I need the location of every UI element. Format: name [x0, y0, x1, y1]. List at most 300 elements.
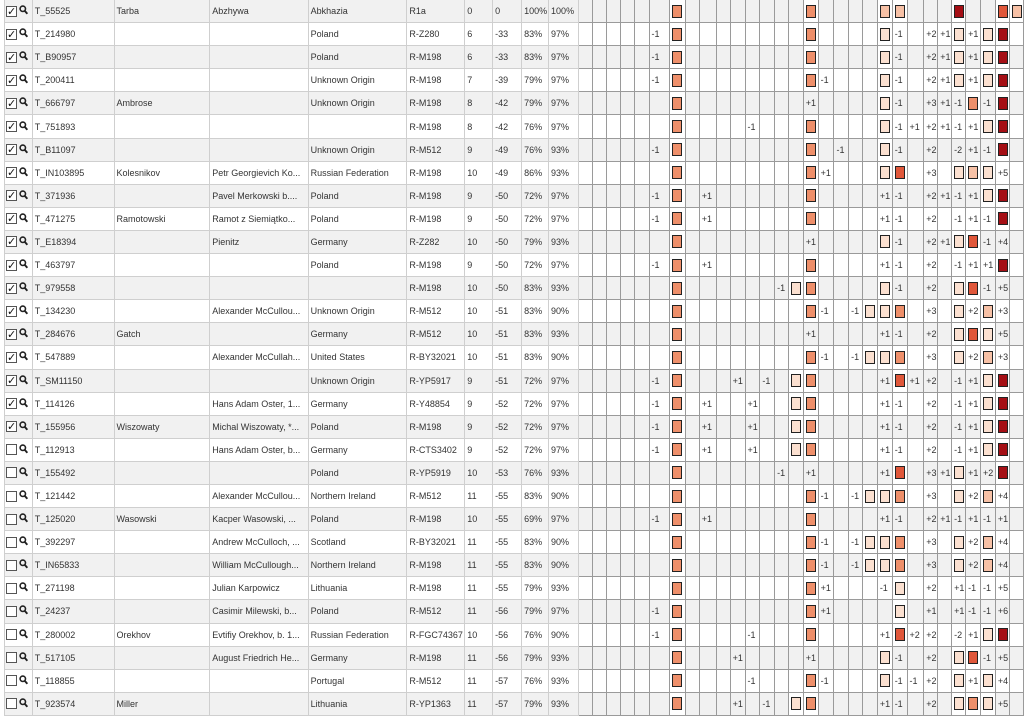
- row-checkbox[interactable]: ✓: [7, 144, 17, 157]
- marker-diff-cell: +1: [966, 623, 981, 646]
- surname: [114, 230, 210, 253]
- marker-color-cell: [788, 692, 803, 715]
- score: -55: [493, 554, 522, 577]
- table-row[interactable]: [5, 184, 1024, 207]
- marker-diff-cell: [760, 161, 775, 184]
- marker-color-cell: [892, 0, 907, 23]
- table-row[interactable]: [5, 415, 1024, 438]
- row-select-cell: [5, 392, 33, 415]
- marker-diff-cell: +2: [966, 300, 981, 323]
- haplogroup: R-M198: [407, 207, 465, 230]
- marker-diff-cell: [760, 254, 775, 277]
- marker-diff-cell: [578, 69, 592, 92]
- magnifier-icon[interactable]: [19, 28, 28, 40]
- marker-diff-cell: +2: [924, 230, 938, 253]
- marker-diff-cell: [745, 692, 760, 715]
- magnifier-icon[interactable]: [19, 259, 28, 271]
- marker-color-square: [968, 282, 978, 295]
- ancestor: [210, 277, 308, 300]
- row-checkbox[interactable]: ✓: [7, 74, 17, 87]
- marker-diff-cell: [788, 669, 803, 692]
- row-checkbox[interactable]: [6, 698, 17, 709]
- marker-diff-cell: [621, 254, 635, 277]
- marker-diff-cell: [849, 692, 863, 715]
- marker-diff-cell: [775, 0, 789, 23]
- percent-match-1: 79%: [522, 646, 549, 669]
- row-checkbox[interactable]: [6, 491, 17, 502]
- marker-diff-cell: [635, 254, 649, 277]
- percent-match-2: 97%: [549, 69, 579, 92]
- table-row[interactable]: [5, 508, 1024, 531]
- marker-color-square: [880, 120, 890, 133]
- marker-diff-cell: [980, 0, 995, 23]
- kit-id: T_284676: [32, 323, 114, 346]
- marker-diff-cell: [592, 600, 606, 623]
- magnifier-icon[interactable]: [19, 675, 28, 687]
- marker-diff-cell: [592, 115, 606, 138]
- marker-color-cell: [892, 577, 907, 600]
- haplogroup: R-Y48854: [407, 392, 465, 415]
- row-checkbox[interactable]: [6, 583, 17, 594]
- table-row[interactable]: [5, 69, 1024, 92]
- surname: [114, 346, 210, 369]
- marker-diff-cell: [699, 323, 716, 346]
- marker-color-cell: [803, 300, 818, 323]
- marker-diff-cell: [699, 692, 716, 715]
- table-row[interactable]: [5, 230, 1024, 253]
- marker-diff-cell: [1009, 254, 1023, 277]
- percent-match-1: 72%: [522, 438, 549, 461]
- origin: Germany: [308, 438, 407, 461]
- row-checkbox[interactable]: ✓: [7, 213, 17, 226]
- marker-diff-cell: +1: [730, 369, 745, 392]
- magnifier-icon[interactable]: [19, 444, 28, 456]
- row-checkbox[interactable]: ✓: [7, 121, 17, 134]
- marker-color-square: [983, 697, 993, 710]
- marker-diff-cell: [966, 0, 981, 23]
- marker-color-square: [954, 559, 964, 572]
- marker-diff-cell: [607, 508, 621, 531]
- row-checkbox[interactable]: [6, 629, 17, 640]
- marker-diff-cell: +5: [995, 577, 1009, 600]
- percent-match-2: 93%: [549, 646, 579, 669]
- percent-match-2: 97%: [549, 369, 579, 392]
- magnifier-icon[interactable]: [19, 74, 28, 86]
- table-row[interactable]: [5, 207, 1024, 230]
- origin: Unknown Origin: [308, 369, 407, 392]
- haplogroup: R-M512: [407, 323, 465, 346]
- magnifier-icon[interactable]: [19, 97, 28, 109]
- row-checkbox[interactable]: ✓: [7, 28, 17, 41]
- percent-match-1: 83%: [522, 554, 549, 577]
- percent-match-2: 97%: [549, 415, 579, 438]
- marker-color-square: [895, 5, 905, 18]
- marker-color-cell: [980, 554, 995, 577]
- marker-diff-cell: +1: [877, 508, 892, 531]
- magnifier-icon[interactable]: [19, 629, 28, 641]
- marker-diff-cell: +1: [952, 600, 966, 623]
- marker-diff-cell: -1: [745, 115, 760, 138]
- marker-color-square: [672, 513, 682, 526]
- row-select-cell: [5, 161, 33, 184]
- marker-diff-cell: [1009, 92, 1023, 115]
- percent-match-1: 69%: [522, 508, 549, 531]
- marker-diff-cell: [862, 277, 877, 300]
- marker-color-square: [998, 420, 1008, 433]
- marker-diff-cell: [578, 323, 592, 346]
- marker-color-square: [895, 351, 905, 364]
- score: -57: [493, 669, 522, 692]
- marker-diff-cell: [592, 23, 606, 46]
- marker-diff-cell: [578, 46, 592, 69]
- table-row[interactable]: [5, 277, 1024, 300]
- percent-match-2: 97%: [549, 92, 579, 115]
- marker-diff-cell: +1: [952, 577, 966, 600]
- table-row[interactable]: [5, 623, 1024, 646]
- marker-diff-cell: [788, 92, 803, 115]
- marker-color-square: [983, 166, 993, 179]
- ancestor: Pavel Merkowski b....: [210, 184, 308, 207]
- table-row[interactable]: [5, 92, 1024, 115]
- marker-color-cell: [995, 415, 1009, 438]
- marker-color-cell: [669, 369, 685, 392]
- marker-diff-cell: [760, 600, 775, 623]
- magnifier-icon[interactable]: [19, 213, 28, 225]
- origin: [308, 277, 407, 300]
- marker-diff-cell: [760, 531, 775, 554]
- magnifier-icon[interactable]: [19, 490, 28, 502]
- table-row[interactable]: [5, 554, 1024, 577]
- row-checkbox[interactable]: ✓: [7, 190, 17, 203]
- table-row[interactable]: [5, 484, 1024, 507]
- kit-id: T_114126: [32, 392, 114, 415]
- magnifier-icon[interactable]: [19, 328, 28, 340]
- marker-color-cell: [788, 392, 803, 415]
- marker-color-square: [806, 259, 816, 272]
- marker-diff-cell: [592, 438, 606, 461]
- marker-diff-cell: [635, 392, 649, 415]
- table-row[interactable]: [5, 369, 1024, 392]
- table-row[interactable]: [5, 669, 1024, 692]
- marker-diff-cell: [834, 692, 849, 715]
- marker-diff-cell: [592, 531, 606, 554]
- table-row[interactable]: [5, 531, 1024, 554]
- table-row[interactable]: [5, 300, 1024, 323]
- marker-color-cell: [966, 230, 981, 253]
- magnifier-icon[interactable]: [19, 167, 28, 179]
- row-checkbox[interactable]: [6, 467, 17, 478]
- marker-color-cell: [877, 23, 892, 46]
- marker-diff-cell: -1: [892, 254, 907, 277]
- marker-diff-cell: [788, 508, 803, 531]
- origin: Portugal: [308, 669, 407, 692]
- marker-diff-cell: [849, 184, 863, 207]
- marker-color-square: [880, 51, 890, 64]
- marker-diff-cell: +1: [818, 577, 834, 600]
- surname: Miller: [114, 692, 210, 715]
- magnifier-icon[interactable]: [19, 121, 28, 133]
- marker-diff-cell: [788, 600, 803, 623]
- genetic-distance: 9: [465, 415, 493, 438]
- marker-color-square: [983, 28, 993, 41]
- table-row[interactable]: [5, 254, 1024, 277]
- marker-diff-cell: [745, 531, 760, 554]
- marker-color-cell: [966, 161, 981, 184]
- marker-diff-cell: [685, 669, 699, 692]
- marker-color-square: [954, 490, 964, 503]
- marker-diff-cell: [788, 554, 803, 577]
- table-row[interactable]: [5, 115, 1024, 138]
- row-checkbox[interactable]: ✓: [7, 421, 17, 434]
- magnifier-icon[interactable]: [19, 467, 28, 479]
- table-row[interactable]: [5, 0, 1024, 23]
- marker-diff-cell: -1: [980, 646, 995, 669]
- ancestor: August Friedrich He...: [210, 646, 308, 669]
- percent-match-1: 79%: [522, 92, 549, 115]
- marker-diff-cell: [607, 484, 621, 507]
- marker-diff-cell: [578, 161, 592, 184]
- marker-diff-cell: [685, 346, 699, 369]
- table-row[interactable]: [5, 461, 1024, 484]
- marker-diff-cell: [862, 369, 877, 392]
- marker-diff-cell: [788, 646, 803, 669]
- table-row[interactable]: [5, 323, 1024, 346]
- marker-diff-cell: [578, 92, 592, 115]
- row-checkbox[interactable]: ✓: [7, 375, 17, 388]
- ancestor: Alexander McCullou...: [210, 484, 308, 507]
- marker-diff-cell: +1: [966, 669, 981, 692]
- marker-color-cell: [669, 438, 685, 461]
- marker-diff-cell: +4: [995, 554, 1009, 577]
- row-checkbox[interactable]: ✓: [7, 282, 17, 295]
- marker-diff-cell: [849, 46, 863, 69]
- origin: Russian Federation: [308, 161, 407, 184]
- marker-color-cell: [669, 23, 685, 46]
- table-row[interactable]: [5, 46, 1024, 69]
- magnifier-icon[interactable]: [19, 582, 28, 594]
- marker-diff-cell: [699, 230, 716, 253]
- magnifier-icon[interactable]: [19, 190, 28, 202]
- marker-diff-cell: -1: [818, 554, 834, 577]
- percent-match-1: 76%: [522, 138, 549, 161]
- marker-diff-cell: [730, 115, 745, 138]
- marker-color-cell: [892, 484, 907, 507]
- marker-diff-cell: [685, 692, 699, 715]
- score: -52: [493, 392, 522, 415]
- marker-color-cell: [877, 554, 892, 577]
- row-checkbox[interactable]: ✓: [7, 351, 17, 364]
- marker-diff-cell: +1: [938, 69, 952, 92]
- marker-diff-cell: [716, 254, 730, 277]
- haplogroup: R1a: [407, 0, 465, 23]
- kit-id: T_751893: [32, 115, 114, 138]
- marker-diff-cell: +2: [924, 115, 938, 138]
- magnifier-icon[interactable]: [19, 236, 28, 248]
- marker-color-cell: [877, 230, 892, 253]
- row-checkbox[interactable]: [6, 652, 17, 663]
- magnifier-icon[interactable]: [19, 282, 28, 294]
- table-row[interactable]: [5, 392, 1024, 415]
- marker-color-cell: [995, 184, 1009, 207]
- row-checkbox[interactable]: ✓: [7, 167, 17, 180]
- marker-diff-cell: [907, 207, 924, 230]
- row-select-cell: [5, 692, 33, 715]
- marker-diff-cell: [635, 300, 649, 323]
- marker-diff-cell: [907, 92, 924, 115]
- marker-color-square: [968, 651, 978, 664]
- row-checkbox[interactable]: ✓: [7, 5, 17, 18]
- marker-color-cell: [877, 277, 892, 300]
- marker-color-cell: [877, 161, 892, 184]
- magnifier-icon[interactable]: [19, 559, 28, 571]
- marker-diff-cell: [938, 438, 952, 461]
- row-select-cell: [5, 623, 33, 646]
- ancestor: [210, 115, 308, 138]
- row-checkbox[interactable]: ✓: [7, 305, 17, 318]
- marker-diff-cell: [649, 554, 669, 577]
- marker-color-cell: [892, 300, 907, 323]
- magnifier-icon[interactable]: [19, 375, 28, 387]
- magnifier-icon[interactable]: [19, 51, 28, 63]
- marker-color-square: [806, 536, 816, 549]
- marker-diff-cell: [775, 508, 789, 531]
- marker-diff-cell: [592, 323, 606, 346]
- marker-diff-cell: [685, 438, 699, 461]
- magnifier-icon[interactable]: [19, 351, 28, 363]
- marker-color-square: [672, 628, 682, 641]
- marker-color-cell: [952, 300, 966, 323]
- marker-diff-cell: [607, 115, 621, 138]
- table-row[interactable]: [5, 161, 1024, 184]
- marker-diff-cell: [760, 392, 775, 415]
- table-row[interactable]: [5, 138, 1024, 161]
- marker-diff-cell: [834, 46, 849, 69]
- marker-diff-cell: [834, 0, 849, 23]
- row-checkbox[interactable]: ✓: [7, 51, 17, 64]
- magnifier-icon[interactable]: [19, 144, 28, 156]
- origin: Scotland: [308, 531, 407, 554]
- marker-diff-cell: [938, 577, 952, 600]
- table-row[interactable]: [5, 438, 1024, 461]
- marker-diff-cell: [635, 323, 649, 346]
- marker-diff-cell: [818, 23, 834, 46]
- marker-color-square: [806, 559, 816, 572]
- magnifier-icon[interactable]: [19, 652, 28, 664]
- marker-diff-cell: [849, 161, 863, 184]
- marker-diff-cell: [775, 554, 789, 577]
- marker-color-square: [672, 305, 682, 318]
- magnifier-icon[interactable]: [19, 605, 28, 617]
- marker-diff-cell: [607, 69, 621, 92]
- surname: [114, 115, 210, 138]
- marker-diff-cell: [745, 277, 760, 300]
- row-checkbox[interactable]: [6, 537, 17, 548]
- marker-color-square: [806, 212, 816, 225]
- marker-color-square: [672, 536, 682, 549]
- marker-diff-cell: [635, 0, 649, 23]
- marker-diff-cell: -1: [892, 230, 907, 253]
- marker-color-square: [954, 351, 964, 364]
- marker-diff-cell: [849, 23, 863, 46]
- magnifier-icon[interactable]: [19, 698, 28, 710]
- marker-color-cell: [803, 692, 818, 715]
- kit-id: T_24237: [32, 600, 114, 623]
- table-row[interactable]: [5, 646, 1024, 669]
- table-row[interactable]: [5, 346, 1024, 369]
- marker-diff-cell: [834, 254, 849, 277]
- marker-diff-cell: +1: [699, 254, 716, 277]
- magnifier-icon[interactable]: [19, 5, 28, 17]
- marker-color-cell: [803, 207, 818, 230]
- marker-diff-cell: [716, 346, 730, 369]
- marker-diff-cell: [685, 577, 699, 600]
- row-checkbox[interactable]: [6, 444, 17, 455]
- magnifier-icon[interactable]: [19, 536, 28, 548]
- magnifier-icon[interactable]: [19, 513, 28, 525]
- row-checkbox[interactable]: [6, 560, 17, 571]
- table-row[interactable]: [5, 600, 1024, 623]
- marker-color-square: [954, 28, 964, 41]
- table-row[interactable]: [5, 577, 1024, 600]
- surname: [114, 46, 210, 69]
- magnifier-icon[interactable]: [19, 398, 28, 410]
- magnifier-icon[interactable]: [19, 305, 28, 317]
- row-checkbox[interactable]: [6, 514, 17, 525]
- marker-diff-cell: [907, 646, 924, 669]
- marker-diff-cell: [621, 23, 635, 46]
- marker-diff-cell: [938, 369, 952, 392]
- row-checkbox[interactable]: [6, 606, 17, 617]
- row-checkbox[interactable]: ✓: [7, 398, 17, 411]
- row-checkbox[interactable]: ✓: [7, 236, 17, 249]
- marker-diff-cell: [834, 92, 849, 115]
- marker-diff-cell: -1: [649, 623, 669, 646]
- marker-diff-cell: [907, 692, 924, 715]
- table-row[interactable]: [5, 692, 1024, 715]
- marker-diff-cell: [730, 508, 745, 531]
- haplogroup: R-M198: [407, 254, 465, 277]
- marker-diff-cell: [834, 161, 849, 184]
- row-checkbox[interactable]: [6, 675, 17, 686]
- percent-match-1: 72%: [522, 415, 549, 438]
- percent-match-1: 72%: [522, 254, 549, 277]
- marker-diff-cell: [649, 92, 669, 115]
- marker-diff-cell: -1: [892, 92, 907, 115]
- marker-diff-cell: +1: [730, 646, 745, 669]
- percent-match-1: 83%: [522, 346, 549, 369]
- marker-color-square: [672, 51, 682, 64]
- magnifier-icon[interactable]: [19, 421, 28, 433]
- row-checkbox[interactable]: ✓: [7, 259, 17, 272]
- marker-diff-cell: [578, 531, 592, 554]
- marker-diff-cell: [938, 600, 952, 623]
- row-checkbox[interactable]: ✓: [7, 97, 17, 110]
- marker-color-square: [895, 305, 905, 318]
- marker-color-square: [672, 674, 682, 687]
- marker-color-cell: [952, 230, 966, 253]
- table-row[interactable]: [5, 23, 1024, 46]
- row-checkbox[interactable]: ✓: [7, 328, 17, 341]
- marker-color-cell: [669, 646, 685, 669]
- marker-diff-cell: [775, 600, 789, 623]
- marker-diff-cell: -1: [980, 600, 995, 623]
- marker-diff-cell: [834, 508, 849, 531]
- marker-diff-cell: [578, 554, 592, 577]
- percent-match-2: 93%: [549, 577, 579, 600]
- marker-diff-cell: [578, 508, 592, 531]
- marker-diff-cell: [716, 184, 730, 207]
- marker-diff-cell: [775, 438, 789, 461]
